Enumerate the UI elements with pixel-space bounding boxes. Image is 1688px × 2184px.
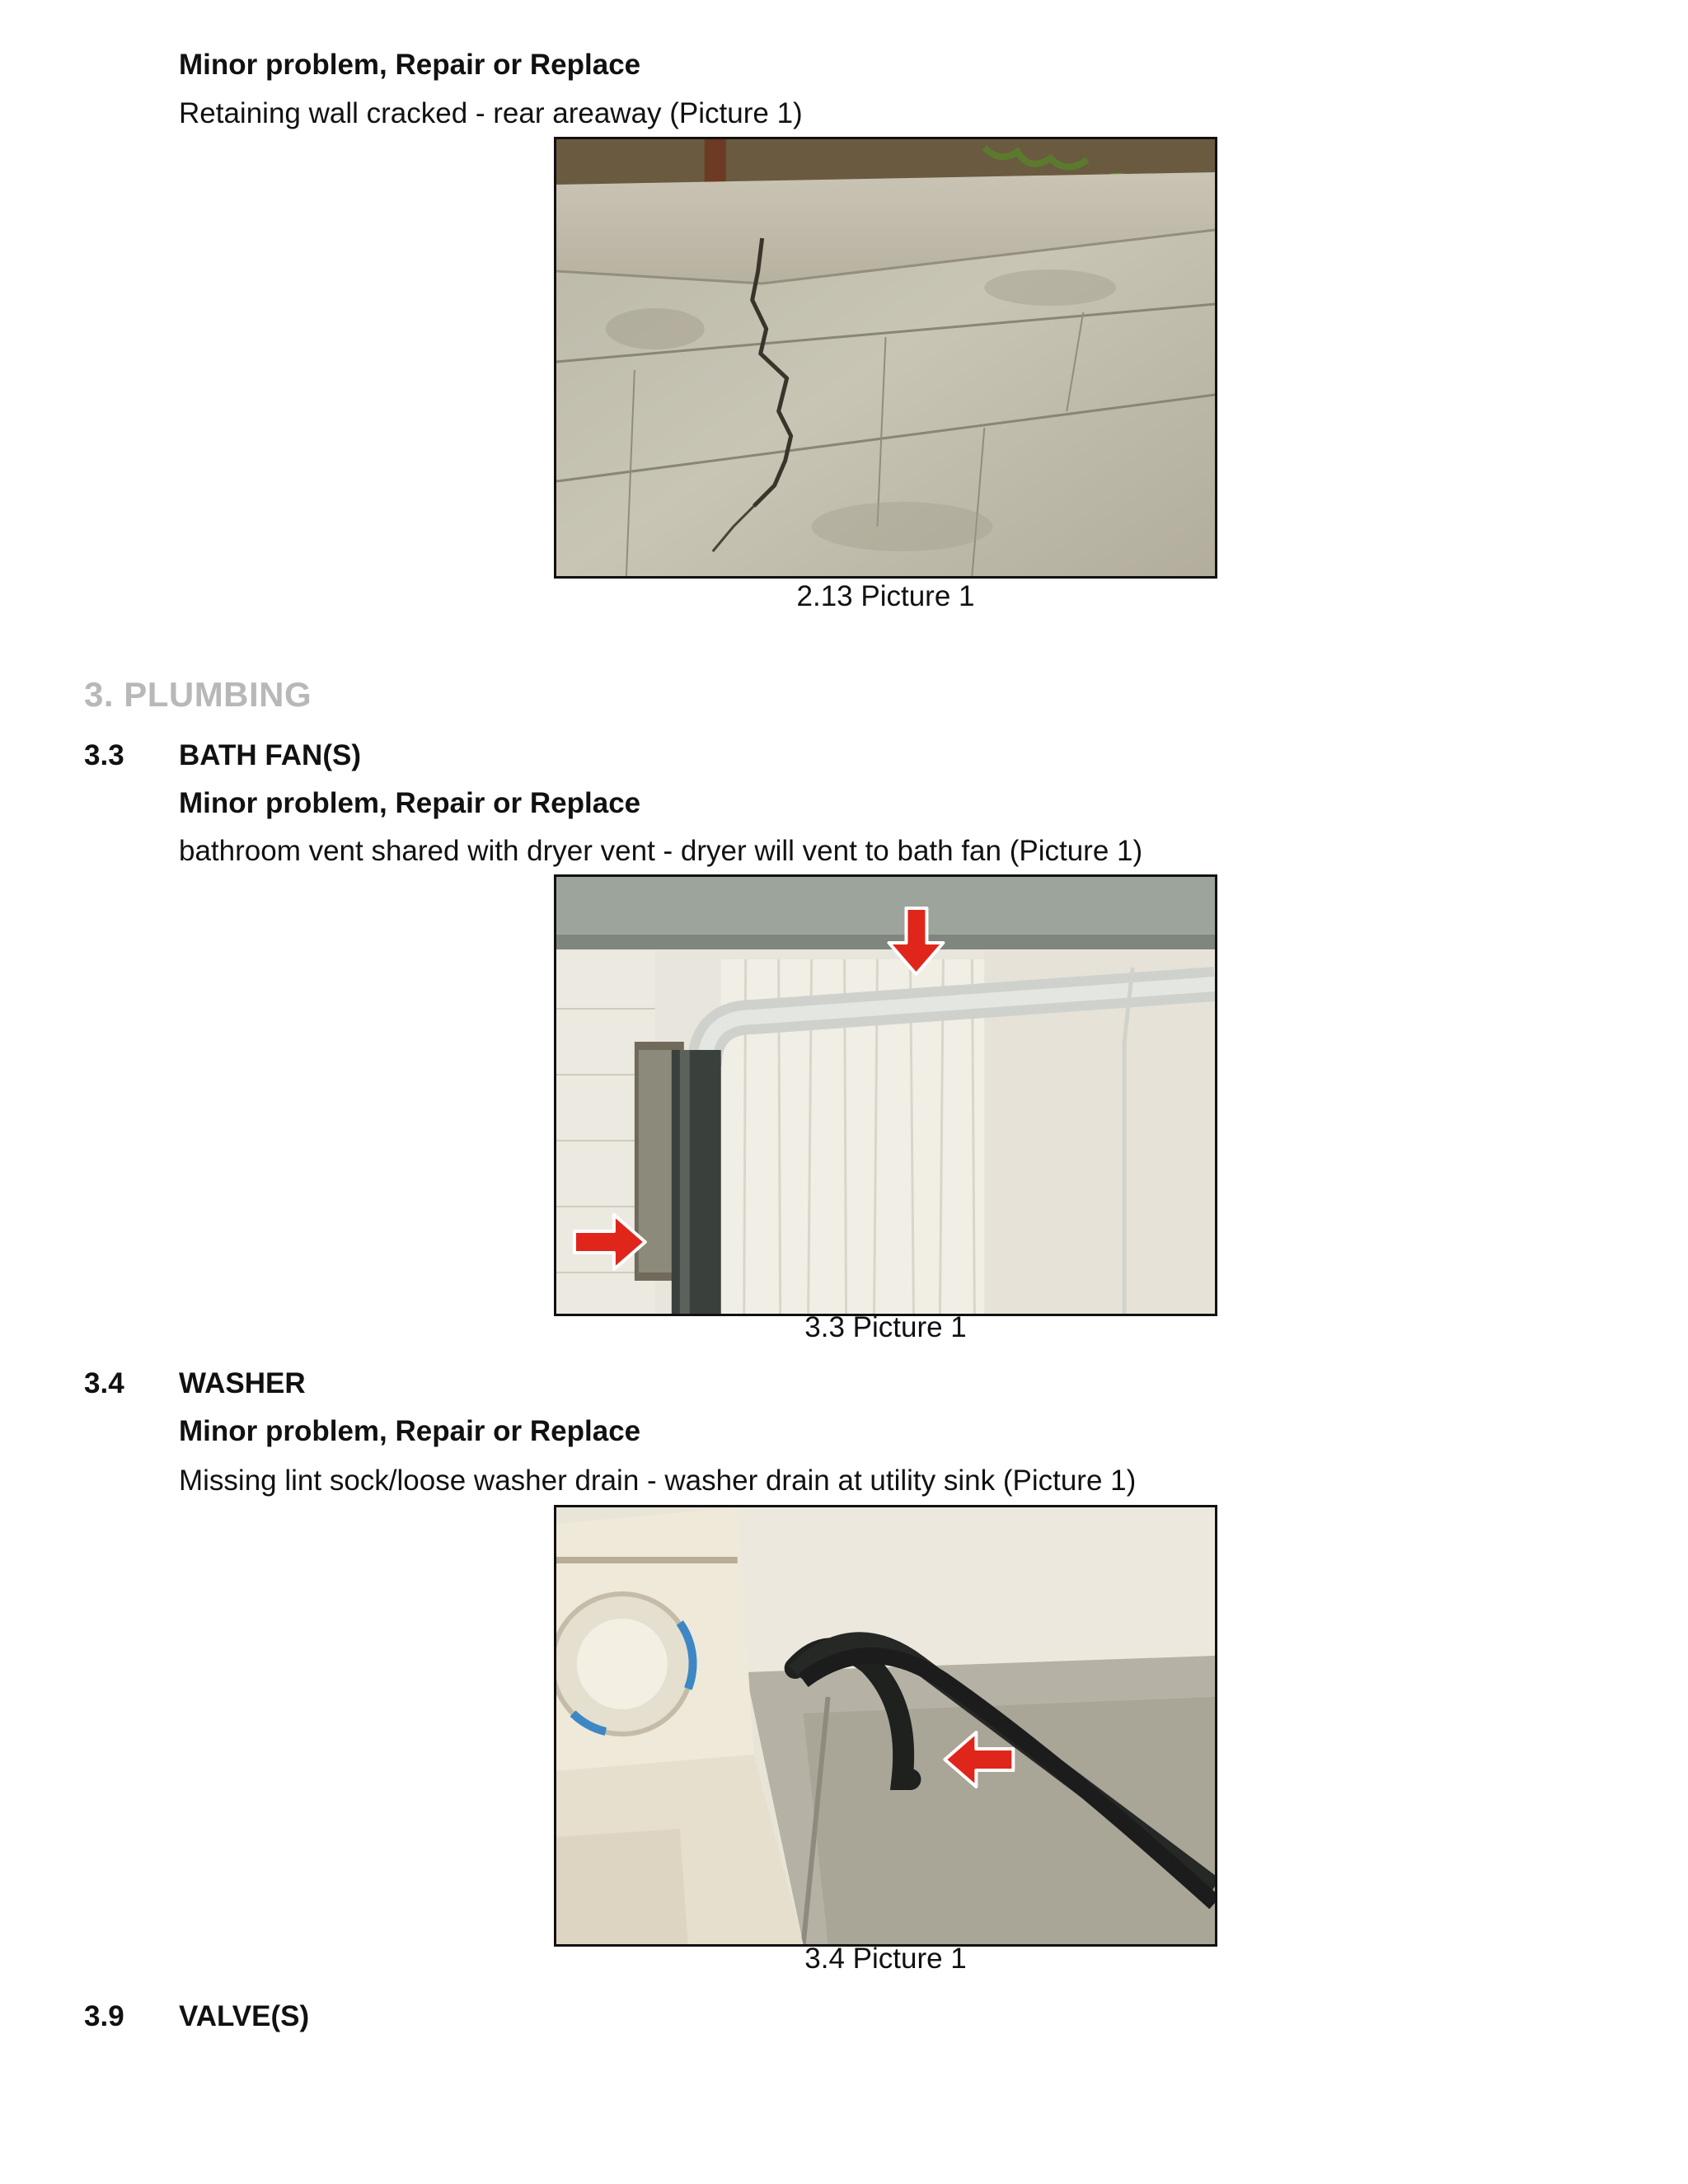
item-3-9-title: VALVE(S) bbox=[179, 2000, 310, 2032]
item-3-4-rating: Minor problem, Repair or Replace bbox=[179, 1415, 641, 1447]
item-2-13-comment: Retaining wall cracked - rear areaway (Picture 1) bbox=[179, 97, 803, 129]
section-title: 3. PLUMBING bbox=[84, 675, 312, 714]
shared-vent-duct-photo bbox=[554, 874, 1217, 1316]
cracked-retaining-wall-photo bbox=[554, 137, 1217, 579]
item-2-13-rating: Minor problem, Repair or Replace bbox=[179, 49, 641, 81]
washer-drain-hose-photo bbox=[554, 1505, 1217, 1947]
item-3-4-number: 3.4 bbox=[84, 1367, 124, 1399]
photo-caption: 3.4 Picture 1 bbox=[804, 1943, 967, 1975]
item-3-9-number: 3.9 bbox=[84, 2000, 124, 2032]
item-3-3-comment: bathroom vent shared with dryer vent - dryer will vent to bath fan (Picture 1) bbox=[179, 835, 1143, 867]
photo-caption: 2.13 Picture 1 bbox=[796, 580, 975, 612]
item-3-4-title: WASHER bbox=[179, 1367, 306, 1399]
item-3-4-comment: Missing lint sock/loose washer drain - washer drain at utility sink (Picture 1) bbox=[179, 1465, 1137, 1497]
item-3-3-title: BATH FAN(S) bbox=[179, 739, 361, 771]
item-3-3-rating: Minor problem, Repair or Replace bbox=[179, 787, 641, 819]
item-3-3-number: 3.3 bbox=[84, 739, 124, 771]
photo-caption: 3.3 Picture 1 bbox=[804, 1311, 967, 1343]
